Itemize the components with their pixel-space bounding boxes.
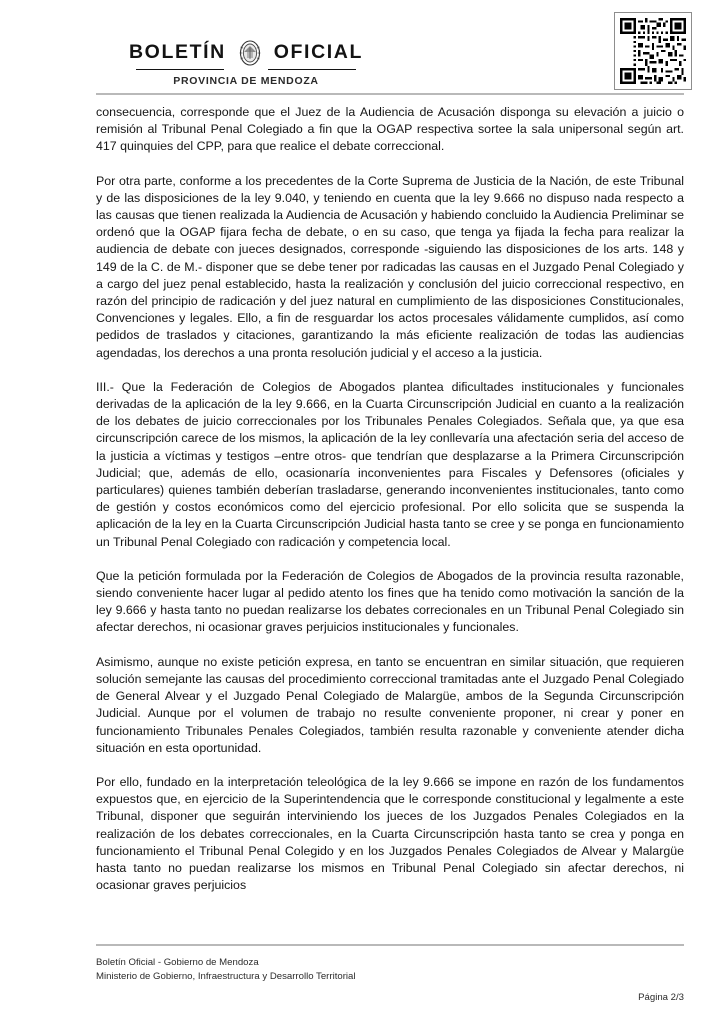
document-body	[96, 104, 684, 894]
mendoza-coat-of-arms-icon	[235, 38, 265, 68]
masthead-rule-right	[268, 69, 356, 71]
masthead-subtitle: PROVINCIA DE MENDOZA	[173, 75, 319, 87]
boletin-oficial-masthead	[96, 40, 396, 87]
page-number: Página 2/3	[638, 992, 684, 1003]
masthead-title-row	[96, 40, 396, 66]
body-paragraph: Por ello, fundado en la interpretación teleológica de la ley 9.666 se impone en razón de los fundamentos expuestos que, en ejercicio de la Superintendencia que le corresponde constitucional y legalmente a este Tribunal, disponer que seguirán interviniendo los jueces de los Juzgados Penales Colegiados en la realización de los debates correccionales, en la Cuarta Circunscripción hasta tanto se crea y ponga en funcionamiento el Tribunal Penal Colegido y en los Juzgados Penales Colegiados de Alvear y Malargüe hasta tanto no puedan realizarse los mismos en Tribunal Penal Colegiado sin afectar derechos, ni ocasionar graves perjuicios	[96, 774, 684, 893]
header-divider	[96, 93, 684, 95]
masthead-rule-left	[136, 69, 224, 71]
footer-divider	[96, 944, 684, 946]
masthead-divider-rules	[96, 68, 396, 71]
document-footer	[96, 956, 684, 1003]
body-paragraph: Que la petición formulada por la Federación de Colegios de Abogados de la provincia resulta razonable, siendo conveniente hacer lugar al pedido atento los fines que ha tenido como motivación la sanción de la ley 9.666 y hasta tanto no puedan realizarse los debates correcionales en un Tribunal Penal Colegiado sin afectar derechos, ni ocasionar graves perjuicios institucionales y funcionales.	[96, 568, 684, 635]
footer-ministry: Ministerio de Gobierno, Infraestructura y Desarrollo Territorial	[96, 970, 356, 982]
body-paragraph: Por otra parte, conforme a los precedentes de la Corte Suprema de Justicia de la Nación, de este Tribunal y de las disposiciones de la ley 9.040, y teniendo en cuenta que la ley 9.666 no dispuso nada respecto a las causas que tienen realizada la Audiencia de Acusación y habiendo concluido la Audiencia Preliminar se ordenó que la OGAP fijara fecha de debate, o en su caso, que tenga ya fijada la fecha para realizar la audiencia de debate con jueces designados, corresponde -siguiendo las disposiciones de los arts. 148 y 149 de la C. de M.- disponer que se debe tener por radicadas las causas en el Juzgado Penal Colegiado y a cargo del juez penal establecido, hasta la realización y conclusión del juicio correccional respectivo, en razón del principio de radicación y del juez natural en cumplimiento de las disposiciones Constitucionales, Convenciones y legales. Ello, a fin de resguardar los actos procesales válidamente cumplidos, así como pedidos de traslados y citaciones, garantizando la más eficiente realización de todas las audiencias agendadas, los derechos a una pronta resolución judicial y el acceso a la justicia.	[96, 173, 684, 360]
qr-code-icon	[614, 12, 692, 90]
body-paragraph: III.- Que la Federación de Colegios de Abogados plantea dificultades institucionales y funcionales derivadas de la aplicación de la ley 9.666, en la Cuarta Circunscripción Judicial en cuanto a la realización de los debates de juicio correccionales por los Tribunales Penales Colegiados. Señala que, ya que esa circunscripción carece de los mismos, la aplicación de la ley conllevaría una afectación seria del acceso de la justicia a víctimas y testigos –entre otros- que tendrían que desplazarse a la Primera Circunscripción Judicial; que, además de ello, ocasionaría inconvenientes para Fiscales y Defensores (oficiales y particulares) quienes también deberían trasladarse, generando inconvenientes institucionales, tanto como de gestión y costos económicos como del ejercicio profesional. Por ello solicita que se suspenda la aplicación de la ley en la Cuarta Circunscripción Judicial hasta tanto se cree y se ponga en funcionamiento un Tribunal Penal Colegiado con radicación y competencia local.	[96, 379, 684, 549]
document-header	[0, 0, 720, 93]
masthead-word-oficial: OFICIAL	[273, 41, 363, 64]
body-paragraph: consecuencia, corresponde que el Juez de la Audiencia de Acusación disponga su elevación a juicio o remisión al Tribunal Penal Colegiado a fin que la OGAP respectiva sortee la sala unipersonal según art. 417 quinquies del CPP, para que realice el debate correccional.	[96, 105, 684, 154]
footer-organization: Boletín Oficial - Gobierno de Mendoza	[96, 957, 259, 968]
masthead-word-boletin: BOLETÍN	[129, 41, 226, 64]
body-paragraph: Asimismo, aunque no existe petición expresa, en tanto se encuentran en similar situación, que requieren solución semejante las causas del procedimiento correccional tramitadas ante el Juzgado Penal Colegiado de General Alvear y el Juzgado Penal Colegiado de Malargüe, ambos de la Segunda Circunscripción Judicial. Aunque por el volumen de trabajo no resulte conveniente proponer, ni crear y poner en funcionamiento Tribunales Penales Colegiados, también resulta razonable y conveniente atender dicha situación en esta oportunidad.	[96, 654, 684, 755]
